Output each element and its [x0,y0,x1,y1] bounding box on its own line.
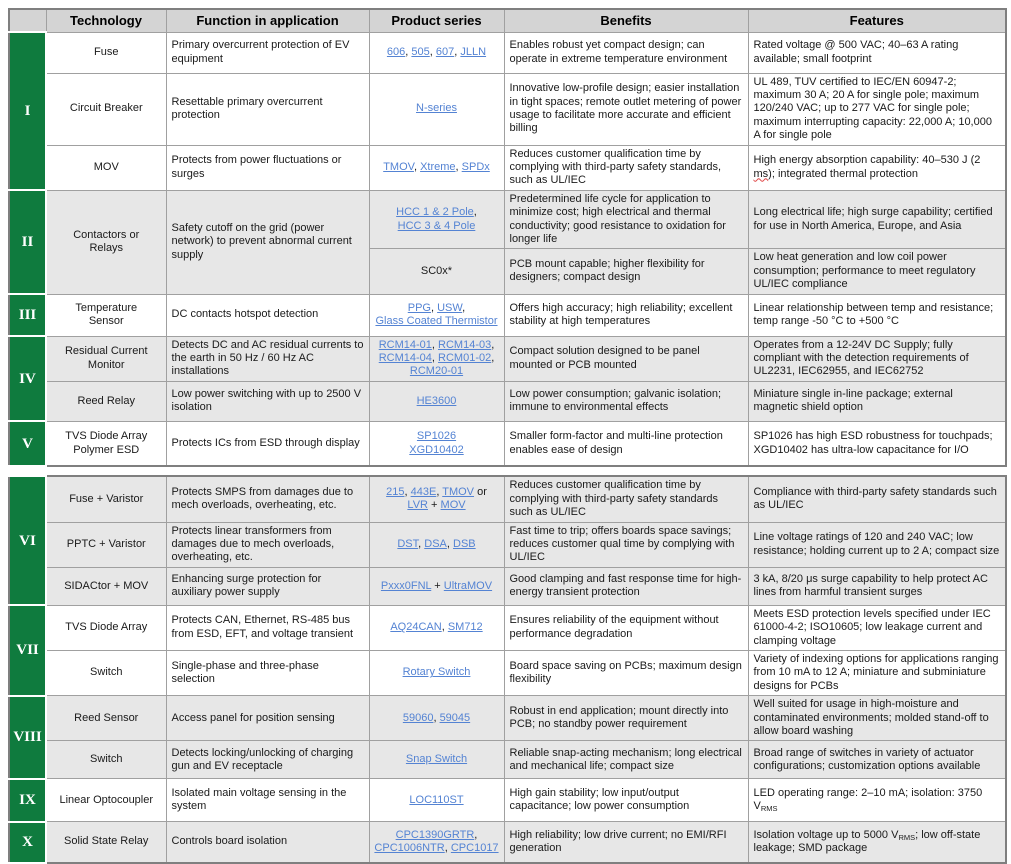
features-cell: Broad range of switches in variety of actuator configurations; customization options available [748,741,1006,779]
product-series-cell [369,522,504,567]
product-link[interactable]: 505 [411,45,430,58]
product-series-cell [369,696,504,741]
text-segment: , [436,486,443,499]
text-segment: , [491,352,495,364]
product-series-cell [369,779,504,822]
technology-cell: PPTC + Varistor [46,522,166,567]
function-cell: Controls board isolation [166,822,369,863]
benefits-cell: Robust in end application; mount directly into PCB; no standby power requirement [504,696,748,741]
benefits-cell: Good clamping and fast response time for high-energy transient protection [504,567,748,605]
technology-cell: Fuse + Varistor [46,476,166,522]
features-cell: Compliance with third-party safety standards such as UL/IEC [748,476,1006,522]
product-link[interactable]: XGD10402 [409,443,464,456]
product-link[interactable]: LVR [407,499,428,512]
text-segment: or [474,486,487,499]
product-link[interactable]: AQ24CAN [390,621,442,634]
text-segment: , [462,301,466,314]
text-segment: + [431,579,444,592]
table-row [9,421,1006,466]
product-link[interactable]: CPC1006NTR [374,842,445,855]
features-cell [748,822,1006,863]
product-link[interactable]: TMOV [383,160,414,173]
table-row [9,476,1006,522]
features-cell: Low heat generation and low coil power consumption; performance to meet regulatory UL/IEC compliance [748,249,1006,294]
text-segment: , [431,338,439,351]
function-cell: DC contacts hotspot detection [166,294,369,336]
table-row [9,779,1006,822]
product-series-cell [369,650,504,695]
features-cell: 3 kA, 8/20 μs surge capability to help protect AC lines from harmful transient surges [748,567,1006,605]
text-segment: , [444,842,451,855]
product-link[interactable]: N-series [416,102,457,115]
technology-cell: SIDACtor + MOV [46,567,166,605]
product-link[interactable]: 59045 [439,711,471,724]
features-cell: UL 489, TUV certified to IEC/EN 60947-2; maximum 30 A; 20 A for single pole; maximum 120/240 VAC; up to 277 VAC for single pole; maximum interrupting capacity: 22,000 A; 10,000 A for single pole [748,73,1006,145]
product-link[interactable]: SP1026 [416,430,457,443]
product-series-cell [369,190,504,249]
product-link[interactable]: 607 [435,45,455,58]
group-label-1: I [9,32,46,190]
text-segment: , [446,537,454,550]
product-series-cell [369,145,504,190]
text-segment: Isolation voltage up to 5000 V [753,828,899,841]
table-row [9,145,1006,190]
function-cell: Resettable primary overcurrent protection [166,73,369,145]
benefits-cell: Board space saving on PCBs; maximum design flexibility [504,650,748,695]
group-label-5: V [9,421,46,466]
text-segment: , [405,45,412,58]
table-row [9,567,1006,605]
features-cell: Variety of indexing options for applications ranging from 10 mA to 12 A; miniature and subminiature designs for PCBs [748,650,1006,695]
table-row [9,605,1006,650]
product-link[interactable]: SM712 [447,621,483,634]
group-label-2: II [9,190,46,294]
product-link[interactable]: SPDx [461,160,490,173]
benefits-cell: PCB mount capable; higher flexibility for designers; compact design [504,249,748,294]
product-link[interactable]: RCM01-02 [438,352,492,364]
technology-cell: Solid State Relay [46,822,166,863]
benefits-cell: High reliability; low drive current; no EMI/RFI generation [504,822,748,863]
product-link[interactable]: PPG [407,301,431,314]
product-series-cell [369,567,504,605]
technology-cell: Reed Relay [46,381,166,421]
text-segment: , [431,352,439,364]
product-link[interactable]: 215 [386,486,405,499]
product-link[interactable]: Xtreme [420,160,456,173]
text-segment: , [413,160,421,173]
header-row [9,9,1006,32]
function-cell: Protects ICs from ESD through display [166,421,369,466]
table-row [9,190,1006,249]
product-link[interactable]: HCC 3 & 4 Pole [397,219,476,232]
product-link[interactable]: RCM14-03 [438,338,492,351]
benefits-cell: Offers high accuracy; high reliability; excellent stability at high temperatures [504,294,748,336]
col-header-product-series: Product series [369,9,504,32]
technology-table-1 [8,8,1007,467]
text-segment: , [404,486,411,499]
table-row [9,294,1006,336]
product-series-cell [369,294,504,336]
table-row [9,741,1006,779]
text-segment: ms [753,167,769,180]
benefits-cell: Fast time to trip; offers boards space savings; reduces customer qual time by complying with UL/IEC [504,522,748,567]
product-link[interactable]: UltraMOV [443,579,493,592]
product-link[interactable]: USW [437,301,463,314]
benefits-cell: Compact solution designed to be panel mounted or PCB mounted [504,336,748,381]
text-segment: ); integrated thermal protection [768,167,918,180]
table-row [9,650,1006,695]
function-cell: Enhancing surge protection for auxiliary power supply [166,567,369,605]
benefits-cell: Smaller form-factor and multi-line protection enables ease of design [504,421,748,466]
benefits-cell: Reliable snap-acting mechanism; long electrical and mechanical life; compact size [504,741,748,779]
col-header-technology: Technology [46,9,166,32]
col-header-function: Function in application [166,9,369,32]
features-cell [748,779,1006,822]
function-cell: Protects SMPS from damages due to mech overloads, overheating, etc. [166,476,369,522]
text-segment: , [474,828,478,841]
product-link[interactable]: Snap Switch [405,753,468,766]
features-cell: Miniature single in-line package; external magnetic shield option [748,381,1006,421]
product-link[interactable]: TMOV [442,486,475,499]
table-row [9,696,1006,741]
group-label-6: VI [9,476,46,605]
technology-cell: Switch [46,741,166,779]
product-link[interactable]: JLLN [460,45,487,58]
function-cell: Safety cutoff on the grid (power network) to prevent abnormal current supply [166,190,369,294]
text-segment: , [441,621,448,634]
group-label-9: IX [9,779,46,822]
product-link[interactable]: RCM14-01 [378,338,432,351]
technology-cell: Circuit Breaker [46,73,166,145]
features-cell [748,145,1006,190]
product-link[interactable]: 443E [410,486,437,499]
technology-cell: Reed Sensor [46,696,166,741]
text-segment: , [418,537,425,550]
function-cell: Detects DC and AC residual currents to the earth in 50 Hz / 60 Hz AC installations [166,336,369,381]
technology-cell: Temperature Sensor [46,294,166,336]
text-segment: + [427,499,441,512]
group-label-7: VII [9,605,46,695]
technology-cell: Residual Current Monitor [46,336,166,381]
product-series-cell [369,73,504,145]
table-row [9,32,1006,73]
group-label-3: III [9,294,46,336]
product-series-cell [369,32,504,73]
product-link[interactable]: Pxxx0FNL [380,579,432,592]
benefits-cell: Reduces customer qualification time by complying with third-party safety standards, such as UL/IEC [504,145,748,190]
product-link[interactable]: RCM14-04 [378,352,432,364]
text-segment: LED operating range: 2–10 mA; isolation: 3750 V [753,787,983,813]
benefits-cell: Ensures reliability of the equipment without performance degradation [504,605,748,650]
technology-cell: Contactors or Relays [46,190,166,294]
table-row [9,73,1006,145]
product-link[interactable]: CPC1390GRTR [395,828,475,841]
features-cell: Line voltage ratings of 120 and 240 VAC; low resistance; holding current up to 2 A; compact size [748,522,1006,567]
product-link[interactable]: Rotary Switch [402,666,471,679]
product-series-cell [369,741,504,779]
features-cell: Rated voltage @ 500 VAC; 40–63 A rating available; small footprint [748,32,1006,73]
product-link[interactable]: DSA [424,537,447,550]
product-link[interactable]: DSB [453,537,476,550]
corner-header [9,9,46,32]
function-cell: Protects linear transformers from damages due to mech overloads, overheating, etc. [166,522,369,567]
product-series-cell: SC0x* [369,249,504,294]
function-cell: Low power switching with up to 2500 V isolation [166,381,369,421]
text-segment: , [455,160,462,173]
benefits-cell: Innovative low-profile design; easier installation in tight spaces; remote outlet metering of power usage to facilitate more accurate and efficient billing [504,73,748,145]
features-cell: Long electrical life; high surge capability; certified for use in North America, Europe, and Asia [748,190,1006,249]
group-label-8: VIII [9,696,46,779]
group-label-10: X [9,822,46,863]
function-cell: Access panel for position sensing [166,696,369,741]
product-link[interactable]: HCC 1 & 2 Pole [396,206,474,219]
benefits-cell: Predetermined life cycle for application to minimize cost; high electrical and thermal conductivity; good resistance to oxidation for longer life [504,190,748,249]
function-cell: Protects from power fluctuations or surges [166,145,369,190]
product-link[interactable]: 606 [386,45,406,58]
text-segment: , [473,206,477,219]
product-series-cell [369,381,504,421]
technology-cell: Linear Optocoupler [46,779,166,822]
text-segment: , [430,301,438,314]
text-segment: RMS [760,804,778,814]
features-cell: Meets ESD protection levels specified under IEC 61000-4-2; ISO10605; low leakage current and clamping voltage [748,605,1006,650]
text-segment: , [433,711,440,724]
product-link[interactable]: 59060 [402,711,434,724]
benefits-cell: High gain stability; low input/output capacitance; low power consumption [504,779,748,822]
product-link[interactable]: RCM20-01 [409,365,464,378]
product-link[interactable]: Glass Coated Thermistor [375,315,498,328]
function-cell: Single-phase and three-phase selection [166,650,369,695]
table-row [9,336,1006,381]
group-label-4: IV [9,336,46,421]
text-segment: , [491,338,495,351]
table-row [9,381,1006,421]
product-series-cell [369,421,504,466]
function-cell: Primary overcurrent protection of EV equipment [166,32,369,73]
function-cell: Isolated main voltage sensing in the system [166,779,369,822]
technology-cell: TVS Diode Array [46,605,166,650]
text-segment: , [454,45,461,58]
product-link[interactable]: HE3600 [416,394,457,407]
technology-cell: TVS Diode Array Polymer ESD [46,421,166,466]
table-row [9,522,1006,567]
text-segment: RMS [898,832,916,842]
benefits-cell: Reduces customer qualification time by complying with third-party safety standards such as UL/IEC [504,476,748,522]
product-series-cell [369,822,504,863]
col-header-benefits: Benefits [504,9,748,32]
table-row [9,822,1006,863]
function-cell: Protects CAN, Ethernet, RS-485 bus from ESD, EFT, and voltage transient [166,605,369,650]
benefits-cell: Enables robust yet compact design; can operate in extreme temperature environment [504,32,748,73]
product-series-cell [369,605,504,650]
text-segment: , [429,45,436,58]
technology-table-2 [8,475,1007,864]
product-link[interactable]: DST [397,537,419,550]
technology-cell: Switch [46,650,166,695]
benefits-cell: Low power consumption; galvanic isolation; immune to environmental effects [504,381,748,421]
technology-cell: MOV [46,145,166,190]
features-cell: Operates from a 12-24V DC Supply; fully compliant with the detection requirements of UL2231, IEC62955, and IEC62752 [748,336,1006,381]
product-series-cell [369,476,504,522]
text-segment: ; low off-state leakage; SMD package [753,828,981,855]
product-link[interactable]: LOC110ST [409,793,464,806]
product-link[interactable]: MOV [440,499,466,512]
col-header-features: Features [748,9,1006,32]
text-segment: High energy absorption capability: 40–530 J (2 [753,154,981,167]
features-cell: SP1026 has high ESD robustness for touchpads; XGD10402 has ultra-low capacitance for I/O [748,421,1006,466]
product-link[interactable]: CPC1017 [450,842,499,855]
function-cell: Detects locking/unlocking of charging gun and EV receptacle [166,741,369,779]
technology-cell: Fuse [46,32,166,73]
features-cell: Well suited for usage in high-moisture and contaminated environments; molded stand-off to allow board washing [748,696,1006,741]
product-series-cell [369,336,504,381]
features-cell: Linear relationship between temp and resistance; temp range -50 °C to +500 °C [748,294,1006,336]
